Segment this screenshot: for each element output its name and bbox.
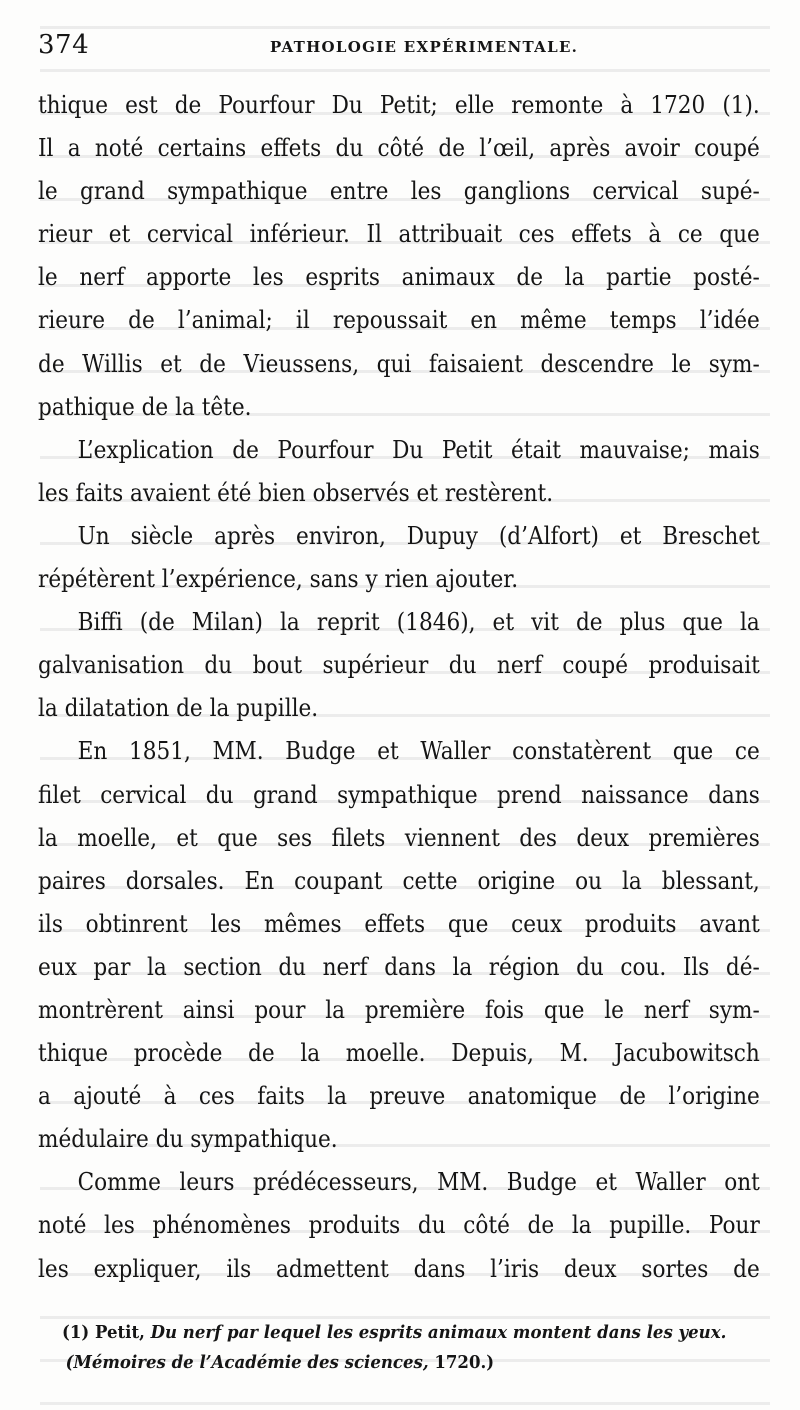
paragraph (38, 515, 760, 601)
body-text (38, 84, 760, 1291)
text-line: filet cervical du grand sympathique prend naissance dans (38, 780, 760, 809)
text-line: Il a noté certains effets du côté de l’œil, après avoir coupé (38, 134, 760, 163)
text-line: eux par la section du nerf dans la région du cou. Ils dé- (38, 952, 760, 981)
text-line: le nerf apporte les esprits animaux de la partie posté- (38, 263, 760, 292)
running-head: PATHOLOGIE EXPÉRIMENTALE. (270, 38, 579, 56)
text-line: les expliquer, ils admettent dans l’iris deux sortes de (38, 1254, 760, 1283)
text-line: L’explication de Pourfour Du Petit était mauvaise; mais (77, 435, 760, 464)
paragraph (38, 84, 760, 429)
text-line: noté les phénomènes produits du côté de la pupille. Pour (38, 1211, 760, 1240)
footnote-line (62, 1348, 712, 1378)
text-line: thique procède de la moelle. Depuis, M. Jacubowitsch (38, 1039, 760, 1068)
paragraph (38, 429, 760, 515)
text-line: galvanisation du bout supérieur du nerf coupé produisait (38, 651, 760, 680)
footnote-title: Du nerf par lequel les esprits animaux montent dans les yeux. (150, 1322, 727, 1343)
text-line: pathique de la tête. (38, 392, 252, 421)
footnote-line (62, 1318, 727, 1348)
footnote-source: (Mémoires de l’Académie des sciences, (65, 1352, 429, 1373)
text-line: rieur et cervical inférieur. Il attribuait ces effets à ce que (38, 220, 760, 249)
text-line: les faits avaient été bien observés et restèrent. (38, 478, 554, 507)
paragraph (38, 601, 760, 730)
footnote-year: 1720.) (434, 1352, 495, 1373)
paragraph (38, 1161, 760, 1290)
text-line: thique est de Pourfour Du Petit; elle remonte à 1720 (1). (38, 91, 760, 119)
page-number: 374 (38, 30, 90, 60)
text-line: la moelle, et que ses filets viennent des deux premières (38, 823, 760, 852)
text-line: montrèrent ainsi pour la première fois que le nerf sym- (38, 995, 760, 1024)
footnote (62, 1318, 768, 1378)
text-line: En 1851, MM. Budge et Waller constatèrent que ce (77, 737, 760, 766)
text-line: ils obtinrent les mêmes effets que ceux produits avant (38, 909, 760, 938)
text-line: Comme leurs prédécesseurs, MM. Budge et Waller ont (77, 1168, 760, 1197)
text-line: rieure de l’animal; il repoussait en même temps l’idée (38, 306, 760, 335)
text-line: médulaire du sympathique. (38, 1125, 338, 1154)
text-line: a ajouté à ces faits la preuve anatomique de l’origine (38, 1082, 760, 1111)
page-header (38, 30, 768, 70)
text-line: Un siècle après environ, Dupuy (d’Alfort) et Breschet (77, 521, 760, 550)
paragraph (38, 730, 760, 1161)
text-line: paires dorsales. En coupant cette origine ou la blessant, (38, 866, 760, 895)
text-line: répétèrent l’expérience, sans y rien ajouter. (38, 565, 519, 594)
text-line: la dilatation de la pupille. (38, 694, 319, 723)
footnote-marker: (1) Petit, (62, 1322, 145, 1343)
text-line: Biffi (de Milan) la reprit (1846), et vit de plus que la (77, 608, 760, 637)
text-line: le grand sympathique entre les ganglions cervical supé- (38, 177, 760, 206)
text-line: de Willis et de Vieussens, qui faisaient descendre le sym- (38, 349, 760, 378)
